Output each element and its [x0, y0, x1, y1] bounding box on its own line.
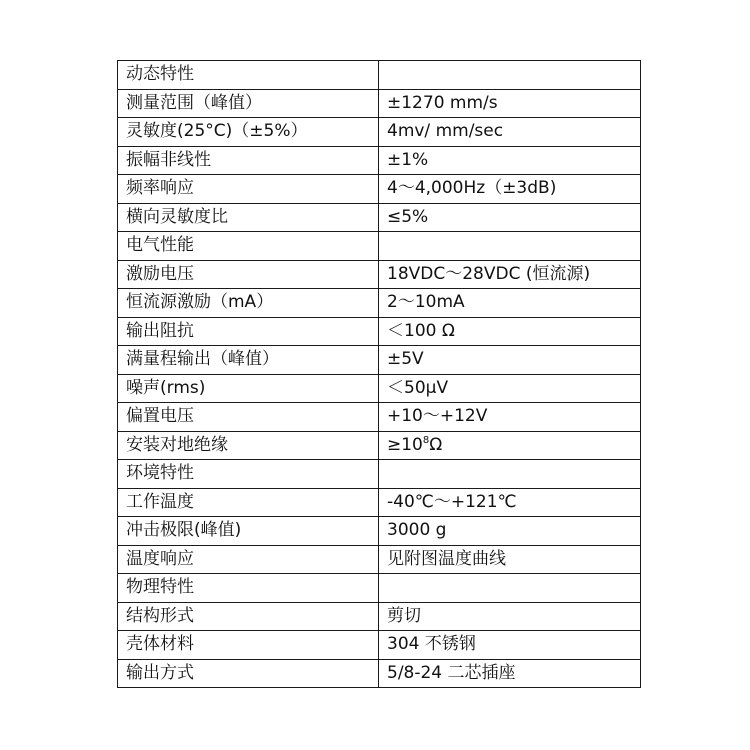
section-value-empty	[379, 61, 641, 90]
param-value: -40℃～+121℃	[379, 488, 641, 517]
table-row	[118, 517, 641, 546]
section-label: 物理特性	[118, 574, 379, 603]
param-name: 测量范围（峰值）	[118, 89, 379, 118]
param-value: 2～10mA	[379, 289, 641, 318]
param-name: 温度响应	[118, 545, 379, 574]
spec-table	[117, 60, 641, 688]
param-name: 振幅非线性	[118, 146, 379, 175]
param-name: 输出阻抗	[118, 317, 379, 346]
param-value: ＜50µV	[379, 374, 641, 403]
table-row	[118, 260, 641, 289]
section-value-empty	[379, 460, 641, 489]
param-value: +10～+12V	[379, 403, 641, 432]
param-value: 18VDC～28VDC (恒流源)	[379, 260, 641, 289]
param-name: 满量程输出（峰值）	[118, 346, 379, 375]
param-value: ＜100 Ω	[379, 317, 641, 346]
table-row	[118, 488, 641, 517]
table-row	[118, 631, 641, 660]
value-base: ≥10	[387, 434, 423, 455]
param-value: ≤5%	[379, 203, 641, 232]
value-unit: Ω	[429, 434, 443, 455]
section-row-physical	[118, 574, 641, 603]
section-label: 电气性能	[118, 232, 379, 261]
param-value: ±1270 mm/s	[379, 89, 641, 118]
param-name: 噪声(rms)	[118, 374, 379, 403]
param-name: 安装对地绝缘	[118, 431, 379, 460]
table-row	[118, 118, 641, 147]
section-value-empty	[379, 574, 641, 603]
section-row-environment	[118, 460, 641, 489]
param-value: 304 不锈钢	[379, 631, 641, 660]
param-value: 4mv/ mm/sec	[379, 118, 641, 147]
table-row	[118, 374, 641, 403]
table-row	[118, 545, 641, 574]
section-value-empty	[379, 232, 641, 261]
section-row-electrical	[118, 232, 641, 261]
param-value	[379, 431, 641, 460]
table-row	[118, 289, 641, 318]
value-superscript: 8	[422, 434, 430, 446]
param-name: 频率响应	[118, 175, 379, 204]
section-label: 动态特性	[118, 61, 379, 90]
param-value: 3000 g	[379, 517, 641, 546]
param-name: 横向灵敏度比	[118, 203, 379, 232]
table-row	[118, 89, 641, 118]
table-row	[118, 317, 641, 346]
param-value: ±1%	[379, 146, 641, 175]
table-row	[118, 146, 641, 175]
table-row	[118, 403, 641, 432]
param-value: 4～4,000Hz（±3dB)	[379, 175, 641, 204]
param-value: ±5V	[379, 346, 641, 375]
param-name: 输出方式	[118, 659, 379, 688]
section-label: 环境特性	[118, 460, 379, 489]
table-row	[118, 431, 641, 460]
param-value: 5/8-24 二芯插座	[379, 659, 641, 688]
table-row	[118, 346, 641, 375]
param-name: 冲击极限(峰值)	[118, 517, 379, 546]
param-name: 工作温度	[118, 488, 379, 517]
param-name: 结构形式	[118, 602, 379, 631]
table-row	[118, 659, 641, 688]
param-name: 激励电压	[118, 260, 379, 289]
table-row	[118, 203, 641, 232]
table-row	[118, 602, 641, 631]
section-row-dynamic	[118, 61, 641, 90]
param-name: 恒流源激励（mA）	[118, 289, 379, 318]
param-name: 偏置电压	[118, 403, 379, 432]
param-name: 壳体材料	[118, 631, 379, 660]
table-row	[118, 175, 641, 204]
param-value: 剪切	[379, 602, 641, 631]
param-name: 灵敏度(25°C)（±5%）	[118, 118, 379, 147]
param-value: 见附图温度曲线	[379, 545, 641, 574]
